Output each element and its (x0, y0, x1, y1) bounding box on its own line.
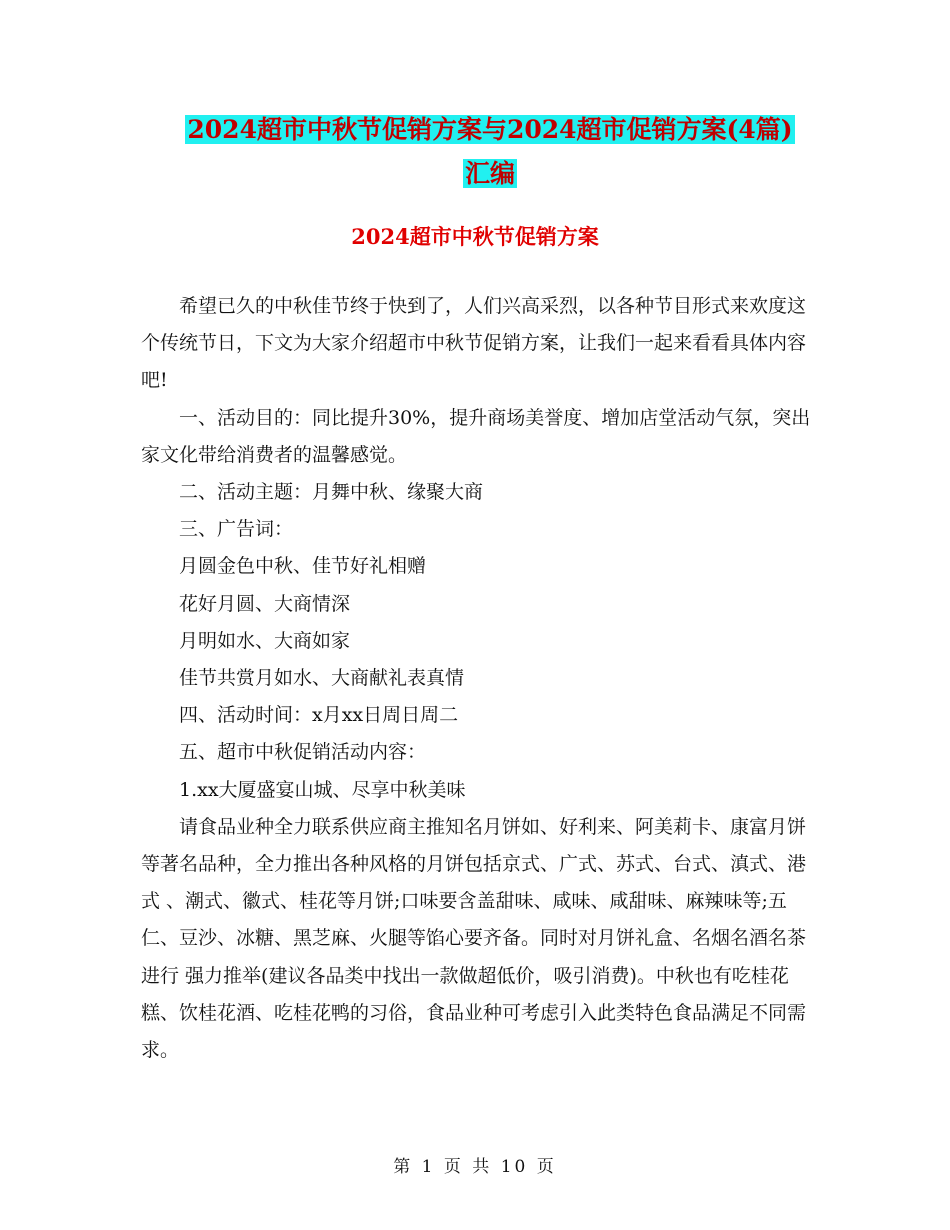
section-heading: 2024超市中秋节促销方案 (351, 224, 599, 249)
paragraph-food-details: 请食品业种全力联系供应商主推知名月饼如、好利来、阿美莉卡、康富月饼等著名品种，全力推出各种风格的月饼包括京式、广式、苏式、台式、滇式、港式 、潮式、徽式、桂花等月饼;口味要含盖甜味、咸味、咸甜味、麻辣味等;五仁、豆沙、冰糖、黑芝麻、火腿等馅心要齐备。同时对月饼礼盒、名烟名酒名茶进行 强力推举(建议各品类中找出一款做超低价，吸引消费)。中秋也有吃桂花糕、饮桂花酒、吃桂花鸭的习俗，食品业种可考虑引入此类特色食品满足不同需求。 (141, 815, 807, 1062)
paragraph-intro: 希望已久的中秋佳节终于快到了，人们兴高采烈，以各种节目形式来欢度这个传统节日，下文为大家介绍超市中秋节促销方案，让我们一起来看看具体内容吧! (141, 295, 807, 392)
paragraph-slogan-3: 月明如水、大商如家 (179, 629, 351, 652)
paragraph-content-heading: 五、超市中秋促销活动内容： (179, 741, 427, 764)
paragraph-time: 四、活动时间：x月xx日周日周二 (179, 704, 459, 727)
document-title-line-2 (180, 154, 800, 194)
paragraph-slogan-4: 佳节共赏月如水、大商献礼表真情 (179, 667, 465, 690)
paragraph-slogan-heading: 三、广告词： (179, 518, 294, 541)
paragraph-slogan-2: 花好月圆、大商情深 (179, 592, 351, 615)
document-title-text-2: 汇编 (464, 159, 515, 188)
document-body (141, 288, 813, 1069)
paragraph-purpose: 一、活动目的：同比提升30%，提升商场美誉度、增加店堂活动气氛，突出家文化带给消费者的温馨感觉。 (141, 406, 811, 466)
document-title-line-1 (180, 110, 800, 150)
paragraph-slogan-1: 月圆金色中秋、佳节好礼相赠 (179, 555, 427, 578)
paragraph-item-1: 1.xx大厦盛宴山城、尽享中秋美味 (179, 778, 466, 801)
document-title-text-1: 2024超市中秋节促销方案与2024超市促销方案(4篇) (187, 115, 793, 144)
paragraph-theme: 二、活动主题：月舞中秋、缘聚大商 (179, 481, 484, 504)
page-footer: 第 1 页 共 10 页 (393, 1157, 557, 1177)
